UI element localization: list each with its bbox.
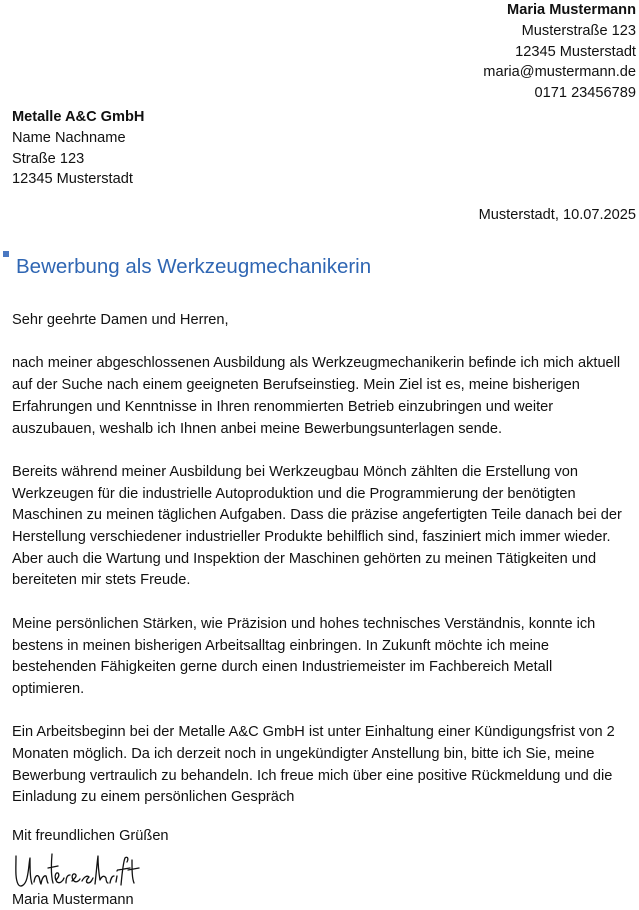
recipient-street: Straße 123 — [12, 150, 85, 167]
sender-email: maria@mustermann.de — [483, 64, 636, 81]
paragraph-line: Aber auch die Wartung und Inspektion der Maschinen gehörten zu meinen Tätigkeiten und — [12, 550, 597, 567]
paragraph-line: nach meiner abgeschlossenen Ausbildung als Werkzeugmechanikerin befinde ich mich aktuell — [12, 355, 621, 372]
paragraph-line: Herstellung verschiedener industrieller Produkte behilflich sind, fasziniert mich immer wieder. — [12, 529, 611, 545]
paragraph-line: auszubauen, weshalb ich Ihnen anbei meine Bewerbungsunterlagen sende. — [12, 420, 503, 437]
paragraph-line: bestens in meinen bisherigen Arbeitsalltag einbringen. In Zukunft möchte ich meine — [12, 637, 550, 654]
handwritten-signature — [12, 848, 142, 892]
letter-body — [12, 310, 636, 831]
paragraph-line: Meine persönlichen Stärken, wie Präzision und hohes technisches Verständnis, konnte ich — [12, 615, 596, 632]
sender-city: 12345 Musterstadt — [515, 43, 636, 60]
recipient-city: 12345 Musterstadt — [12, 171, 133, 188]
closing-phrase: Mit freundlichen Grüßen — [12, 828, 169, 844]
paragraph-line: Bereits während meiner Ausbildung bei Werkzeugbau Mönch zählten die Erstellung von — [12, 463, 578, 480]
subject-marker-icon — [3, 251, 9, 257]
recipient-address-block — [12, 107, 332, 190]
date-line: Musterstadt, 10.07.2025 — [478, 207, 636, 223]
sender-street: Musterstraße 123 — [521, 22, 636, 39]
sender-address-block — [316, 0, 636, 104]
paragraph-line: Erfahrungen und Kenntnisse in Ihren renommierten Betrieb einzubringen und weiter — [12, 398, 554, 415]
paragraph-line: bestehenden Fähigkeiten gerne durch einen Industriemeister im Fachbereich Metall — [12, 659, 553, 676]
paragraph-line: Einladung zu einem persönlichen Gespräch — [12, 789, 295, 806]
paragraph-line: Maschinen zu meinen täglichen Aufgaben. Dass die präzise angefertigten Teile danach bei der — [12, 507, 622, 524]
subject-line: Bewerbung als Werkzeugmechanikerin — [16, 255, 372, 278]
paragraph-line: optimieren. — [12, 680, 85, 697]
paragraph-line: Bewerbung vertraulich zu behandeln. Ich freue mich über eine positive Rückmeldung und die — [12, 767, 613, 784]
paragraph-line: Ein Arbeitsbeginn bei der Metalle A&C GmbH ist unter Einhaltung einer Kündigungsfrist von 2 — [12, 724, 615, 741]
recipient-company: Metalle A&C GmbH — [12, 109, 145, 125]
salutation: Sehr geehrte Damen und Herren, — [12, 312, 229, 328]
paragraph-intro — [12, 353, 636, 440]
paragraph-availability — [12, 722, 636, 809]
paragraph-experience — [12, 462, 636, 592]
paragraph-line: Werkzeugen für die industrielle Autoproduktion und die Programmierung der benötigten — [12, 485, 576, 502]
paragraph-line: Monaten möglich. Da ich derzeit noch in ungekündigter Anstellung bin, bitte ich Sie, meine — [12, 746, 595, 762]
subject-block — [3, 249, 623, 285]
paragraph-line: auf der Suche nach einem geeigneten Berufseinstieg. Mein Ziel ist es, meine bisherigen — [12, 377, 580, 394]
paragraph-line: bereiteten mir stets Freude. — [12, 572, 191, 589]
sender-name: Maria Mustermann — [507, 2, 636, 18]
recipient-contact: Name Nachname — [12, 129, 126, 146]
sender-phone: 0171 23456789 — [534, 85, 636, 102]
paragraph-strengths — [12, 614, 636, 701]
signer-name: Maria Mustermann — [12, 892, 134, 908]
